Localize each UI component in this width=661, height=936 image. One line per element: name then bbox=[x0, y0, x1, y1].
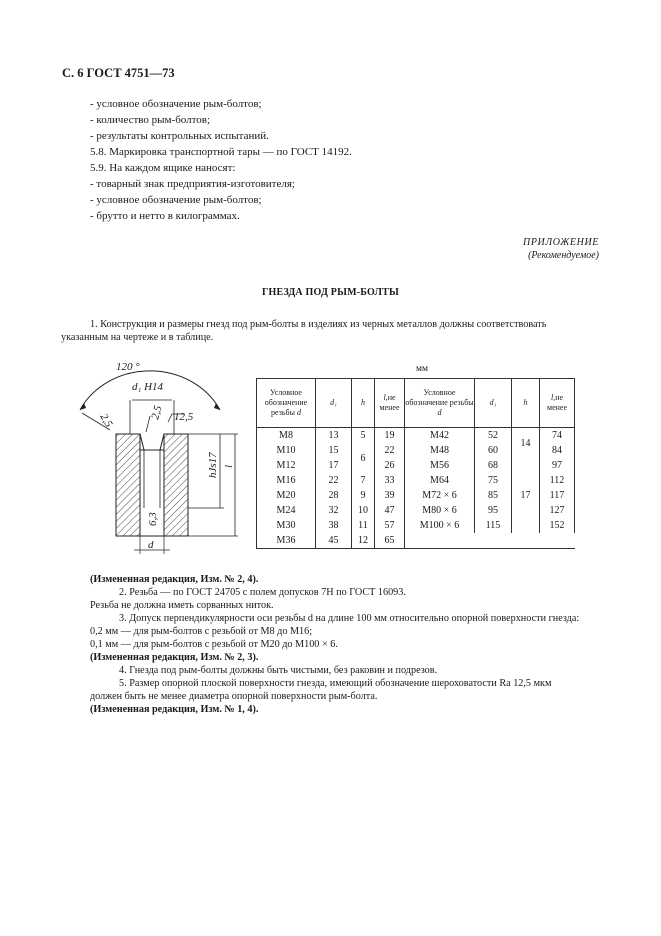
list-item: 5.8. Маркировка транспортной тары — по ГОСТ 14192. bbox=[90, 146, 352, 158]
table-row bbox=[257, 458, 575, 473]
table-cell: 9 bbox=[352, 488, 375, 503]
table-row bbox=[257, 428, 575, 444]
intro-paragraph bbox=[61, 318, 606, 344]
table-cell: 22 bbox=[375, 443, 405, 458]
list-item: - условное обозначение рым-болтов; bbox=[90, 98, 262, 110]
table-cell: 65 bbox=[375, 533, 405, 549]
table-cell: 57 bbox=[375, 518, 405, 533]
table-cell: 15 bbox=[316, 443, 352, 458]
list-item: - условное обозначение рым-болтов; bbox=[90, 194, 262, 206]
col-header-d1-2: d₁ bbox=[475, 379, 512, 428]
table-cell: 11 bbox=[352, 518, 375, 533]
table-cell: М20 bbox=[257, 488, 316, 503]
appendix-label: ПРИЛОЖЕНИЕ bbox=[523, 237, 599, 248]
paragraph: 3. Допуск перпендикулярности оси резьбы d на длине 100 мм относительно опорной поверхности гнезда: bbox=[119, 613, 580, 624]
body-text bbox=[90, 573, 610, 716]
table-cell: 5 bbox=[352, 428, 375, 444]
table-cell: 74 bbox=[540, 428, 575, 444]
table-cell: 95 bbox=[475, 503, 512, 518]
l-label: l bbox=[223, 464, 235, 468]
table-cell: 14 bbox=[512, 428, 540, 459]
roughness-c: 12,5 bbox=[174, 411, 194, 423]
table-cell: М100 × 6 bbox=[405, 518, 475, 533]
table-cell: 10 bbox=[352, 503, 375, 518]
amendment-note: (Измененная редакция, Изм. № 2, 3). bbox=[90, 652, 259, 663]
list-item: 5.9. На каждом ящике наносят: bbox=[90, 162, 236, 174]
table-cell: 68 bbox=[475, 458, 512, 473]
table-cell: М64 bbox=[405, 473, 475, 488]
col-header-thread: Условное обозначение резьбы d bbox=[257, 379, 316, 428]
section-title: ГНЕЗДА ПОД РЫМ-БОЛТЫ bbox=[261, 287, 400, 298]
table-cell bbox=[540, 533, 575, 549]
table-cell: 13 bbox=[316, 428, 352, 444]
table-cell: 47 bbox=[375, 503, 405, 518]
page-header: С. 6 ГОСТ 4751—73 bbox=[62, 66, 175, 80]
table-cell: 38 bbox=[316, 518, 352, 533]
table-cell: 117 bbox=[540, 488, 575, 503]
appendix-block bbox=[523, 236, 599, 262]
col-header-d1: d₁ bbox=[316, 379, 352, 428]
table-cell: М30 bbox=[257, 518, 316, 533]
paragraph: 5. Размер опорной плоской поверхности гнезда, имеющий обозначение шероховатости Ra 12,5 мкм bbox=[119, 678, 552, 689]
paragraph: 2. Резьба — по ГОСТ 24705 с полем допусков 7H по ГОСТ 16093. bbox=[119, 587, 406, 598]
table-cell: 97 bbox=[540, 458, 575, 473]
socket-drawing bbox=[60, 358, 240, 558]
appendix-note: (Рекомендуемое) bbox=[528, 250, 599, 261]
list-item: - брутто и нетто в килограммах. bbox=[90, 210, 240, 222]
table-cell bbox=[475, 533, 512, 549]
list-item: - результаты контрольных испытаний. bbox=[90, 130, 269, 142]
amendment-note: (Измененная редакция, Изм. № 2, 4). bbox=[90, 574, 259, 585]
d-label: d bbox=[148, 539, 154, 551]
intro-line: указанным на чертеже и в таблице. bbox=[61, 332, 214, 343]
dimensions-table bbox=[256, 378, 575, 549]
roughness-b: 2,5 bbox=[149, 404, 165, 421]
intro-line: 1. Конструкция и размеры гнезд под рым-болты в изделиях из черных металлов должны соответствовать bbox=[90, 319, 547, 330]
table-cell: М8 bbox=[257, 428, 316, 444]
table-cell: 33 bbox=[375, 473, 405, 488]
table-cell: М36 bbox=[257, 533, 316, 549]
col-header-h-2: h bbox=[512, 379, 540, 428]
table-cell: 28 bbox=[316, 488, 352, 503]
marking-list bbox=[90, 96, 352, 224]
paragraph: должен быть не менее диаметра опорной поверхности рым-болта. bbox=[90, 691, 378, 702]
angle-label: 120 ° bbox=[116, 361, 140, 373]
table-cell: 85 bbox=[475, 488, 512, 503]
table-cell: М10 bbox=[257, 443, 316, 458]
hjs17-label: hJs17 bbox=[207, 452, 219, 478]
table-cell: 39 bbox=[375, 488, 405, 503]
table-cell: 152 bbox=[540, 518, 575, 533]
table-cell bbox=[512, 533, 540, 549]
paragraph: 0,2 мм — для рым-болтов с резьбой от М8 до М16; bbox=[90, 626, 313, 637]
table-cell: М80 × 6 bbox=[405, 503, 475, 518]
table-cell: 32 bbox=[316, 503, 352, 518]
table-cell: 12 bbox=[352, 533, 375, 549]
col-header-h: h bbox=[352, 379, 375, 428]
table-cell: 17 bbox=[316, 458, 352, 473]
paragraph: Резьба не должна иметь сорванных ниток. bbox=[90, 600, 274, 611]
table-cell: 60 bbox=[475, 443, 512, 458]
table-cell: 26 bbox=[375, 458, 405, 473]
roughness-a: 2,5 bbox=[97, 411, 115, 430]
list-item: - товарный знак предприятия-изготовителя; bbox=[90, 178, 295, 190]
table-cell: М16 bbox=[257, 473, 316, 488]
table-cell: М56 bbox=[405, 458, 475, 473]
table-cell: 6 bbox=[352, 443, 375, 473]
paragraph: 4. Гнезда под рым-болты должны быть чистыми, без раковин и подрезов. bbox=[119, 665, 438, 676]
paragraph: 0,1 мм — для рым-болтов с резьбой от М20 до М100 × 6. bbox=[90, 639, 338, 650]
table-cell: 115 bbox=[475, 518, 512, 533]
col-header-l-2: l,не менее bbox=[540, 379, 575, 428]
table-cell: М72 × 6 bbox=[405, 488, 475, 503]
table-cell: 45 bbox=[316, 533, 352, 549]
table-cell: 52 bbox=[475, 428, 512, 444]
table-row bbox=[257, 533, 575, 549]
d1-label: d₁ H14 bbox=[132, 381, 164, 393]
table-cell: М42 bbox=[405, 428, 475, 444]
table-cell: 17 bbox=[512, 458, 540, 533]
table-cell: 7 bbox=[352, 473, 375, 488]
table-cell: М48 bbox=[405, 443, 475, 458]
table-cell: 22 bbox=[316, 473, 352, 488]
table-cell: 19 bbox=[375, 428, 405, 444]
table-cell: 127 bbox=[540, 503, 575, 518]
table-cell: 75 bbox=[475, 473, 512, 488]
amendment-note: (Измененная редакция, Изм. № 1, 4). bbox=[90, 704, 259, 715]
list-item: - количество рым-болтов; bbox=[90, 114, 211, 126]
table-cell: 84 bbox=[540, 443, 575, 458]
roughness-d: 6,3 bbox=[147, 512, 159, 526]
col-header-thread-2: Условное обозначение резьбы d bbox=[405, 379, 475, 428]
table-cell: М12 bbox=[257, 458, 316, 473]
unit-label: мм bbox=[416, 364, 429, 374]
col-header-l: l,не менее bbox=[375, 379, 405, 428]
table-cell bbox=[405, 533, 475, 549]
table-cell: 112 bbox=[540, 473, 575, 488]
table-cell: М24 bbox=[257, 503, 316, 518]
